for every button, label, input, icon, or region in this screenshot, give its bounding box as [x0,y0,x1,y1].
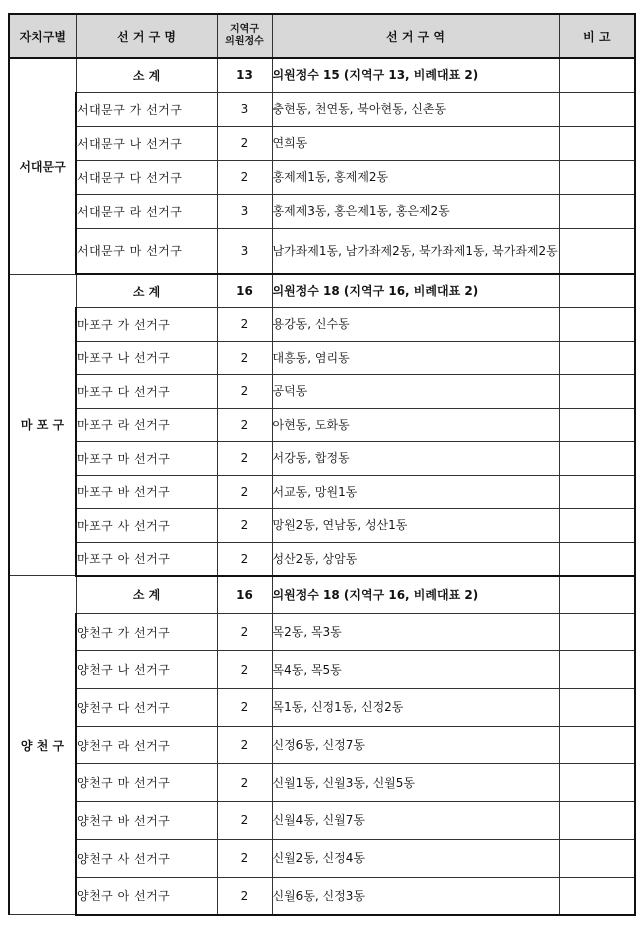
note-cell [559,689,635,727]
district-area: 홍제제3동, 홍은제1동, 홍은제2동 [272,194,559,228]
district-area: 목2동, 목3동 [272,613,559,651]
note-cell [559,613,635,651]
table-row [9,509,635,543]
note-cell [559,726,635,764]
table-row [9,160,635,194]
header-seats-line1: 지역구 [230,24,259,35]
table-row [9,475,635,509]
district-seats: 2 [217,802,272,840]
subtotal-area: 의원정수 18 (지역구 16, 비례대표 2) [272,576,559,614]
note-cell [559,228,635,274]
district-seats: 2 [217,651,272,689]
table-row [9,877,635,915]
district-area: 목4동, 목5동 [272,651,559,689]
district-seats: 3 [217,194,272,228]
district-seats: 2 [217,689,272,727]
district-seats: 2 [217,877,272,915]
district-name: 서대문구 나 선거구 [76,126,217,160]
district-area: 목1동, 신정1동, 신정2동 [272,689,559,727]
authority-cell: 마 포 구 [9,274,76,576]
note-cell [559,475,635,509]
note-cell [559,341,635,375]
district-area: 서강동, 합정동 [272,442,559,476]
table-row [9,408,635,442]
district-area: 연희동 [272,126,559,160]
header-authority: 자치구별 [9,14,76,58]
note-cell [559,576,635,614]
subtotal-row [9,576,635,614]
district-seats: 2 [217,126,272,160]
district-name: 서대문구 다 선거구 [76,160,217,194]
district-seats: 2 [217,726,272,764]
subtotal-seats: 16 [217,274,272,308]
table-row [9,375,635,409]
district-seats: 2 [217,839,272,877]
subtotal-seats: 13 [217,58,272,92]
district-name: 양천구 사 선거구 [76,839,217,877]
authority-cell: 서대문구 [9,58,76,274]
district-table [8,13,636,916]
note-cell [559,509,635,543]
district-seats: 3 [217,228,272,274]
note-cell [559,194,635,228]
district-seats: 2 [217,160,272,194]
table-row [9,651,635,689]
district-seats: 2 [217,341,272,375]
district-seats: 2 [217,613,272,651]
district-area: 대흥동, 염리동 [272,341,559,375]
district-area: 아현동, 도화동 [272,408,559,442]
note-cell [559,274,635,308]
note-cell [559,58,635,92]
table-row [9,341,635,375]
district-name: 양천구 아 선거구 [76,877,217,915]
table-row [9,442,635,476]
district-name: 마포구 사 선거구 [76,509,217,543]
district-name: 마포구 바 선거구 [76,475,217,509]
district-area: 신월4동, 신월7동 [272,802,559,840]
district-area: 공덕동 [272,375,559,409]
subtotal-seats: 16 [217,576,272,614]
table-row [9,92,635,126]
district-name: 양천구 나 선거구 [76,651,217,689]
district-name: 마포구 라 선거구 [76,408,217,442]
subtotal-row [9,58,635,92]
subtotal-label: 소 계 [76,274,217,308]
table-row [9,308,635,342]
district-seats: 2 [217,764,272,802]
district-name: 마포구 다 선거구 [76,375,217,409]
table-row [9,194,635,228]
district-name: 마포구 나 선거구 [76,341,217,375]
note-cell [559,375,635,409]
note-cell [559,408,635,442]
table-row [9,542,635,576]
district-area: 성산2동, 상암동 [272,542,559,576]
district-area: 신월2동, 신정4동 [272,839,559,877]
district-seats: 2 [217,542,272,576]
table-row [9,764,635,802]
note-cell [559,126,635,160]
table-row [9,802,635,840]
table-row [9,689,635,727]
subtotal-area: 의원정수 18 (지역구 16, 비례대표 2) [272,274,559,308]
subtotal-label: 소 계 [76,58,217,92]
district-area: 신월6동, 신정3동 [272,877,559,915]
district-name: 서대문구 마 선거구 [76,228,217,274]
district-name: 양천구 다 선거구 [76,689,217,727]
header-row [9,14,635,58]
table-row [9,839,635,877]
table-row [9,726,635,764]
header-note: 비 고 [559,14,635,58]
table-row [9,613,635,651]
subtotal-label: 소 계 [76,576,217,614]
district-area: 서교동, 망원1동 [272,475,559,509]
district-area: 신월1동, 신월3동, 신월5동 [272,764,559,802]
district-seats: 2 [217,509,272,543]
table-row [9,126,635,160]
district-area: 홍제제1동, 홍제제2동 [272,160,559,194]
note-cell [559,542,635,576]
table-row [9,228,635,274]
district-name: 서대문구 라 선거구 [76,194,217,228]
district-name: 서대문구 가 선거구 [76,92,217,126]
district-area: 신정6동, 신정7동 [272,726,559,764]
note-cell [559,877,635,915]
district-area: 충현동, 천연동, 북아현동, 신촌동 [272,92,559,126]
district-area: 망원2동, 연남동, 성산1동 [272,509,559,543]
district-seats: 2 [217,375,272,409]
subtotal-row [9,274,635,308]
header-seats-line2: 의원정수 [225,36,264,47]
district-name: 양천구 라 선거구 [76,726,217,764]
header-name: 선 거 구 명 [76,14,217,58]
district-name: 마포구 가 선거구 [76,308,217,342]
authority-cell: 양 천 구 [9,576,76,915]
header-area: 선 거 구 역 [272,14,559,58]
district-seats: 3 [217,92,272,126]
district-name: 양천구 바 선거구 [76,802,217,840]
district-name: 양천구 가 선거구 [76,613,217,651]
note-cell [559,764,635,802]
district-area: 용강동, 신수동 [272,308,559,342]
district-name: 양천구 마 선거구 [76,764,217,802]
header-seats [217,14,272,58]
note-cell [559,308,635,342]
district-seats: 2 [217,408,272,442]
note-cell [559,442,635,476]
district-name: 마포구 마 선거구 [76,442,217,476]
district-seats: 2 [217,475,272,509]
district-seats: 2 [217,308,272,342]
note-cell [559,839,635,877]
district-area: 남가좌제1동, 남가좌제2동, 북가좌제1동, 북가좌제2동 [272,228,559,274]
district-seats: 2 [217,442,272,476]
note-cell [559,651,635,689]
note-cell [559,160,635,194]
district-name: 마포구 아 선거구 [76,542,217,576]
subtotal-area: 의원정수 15 (지역구 13, 비례대표 2) [272,58,559,92]
note-cell [559,802,635,840]
note-cell [559,92,635,126]
